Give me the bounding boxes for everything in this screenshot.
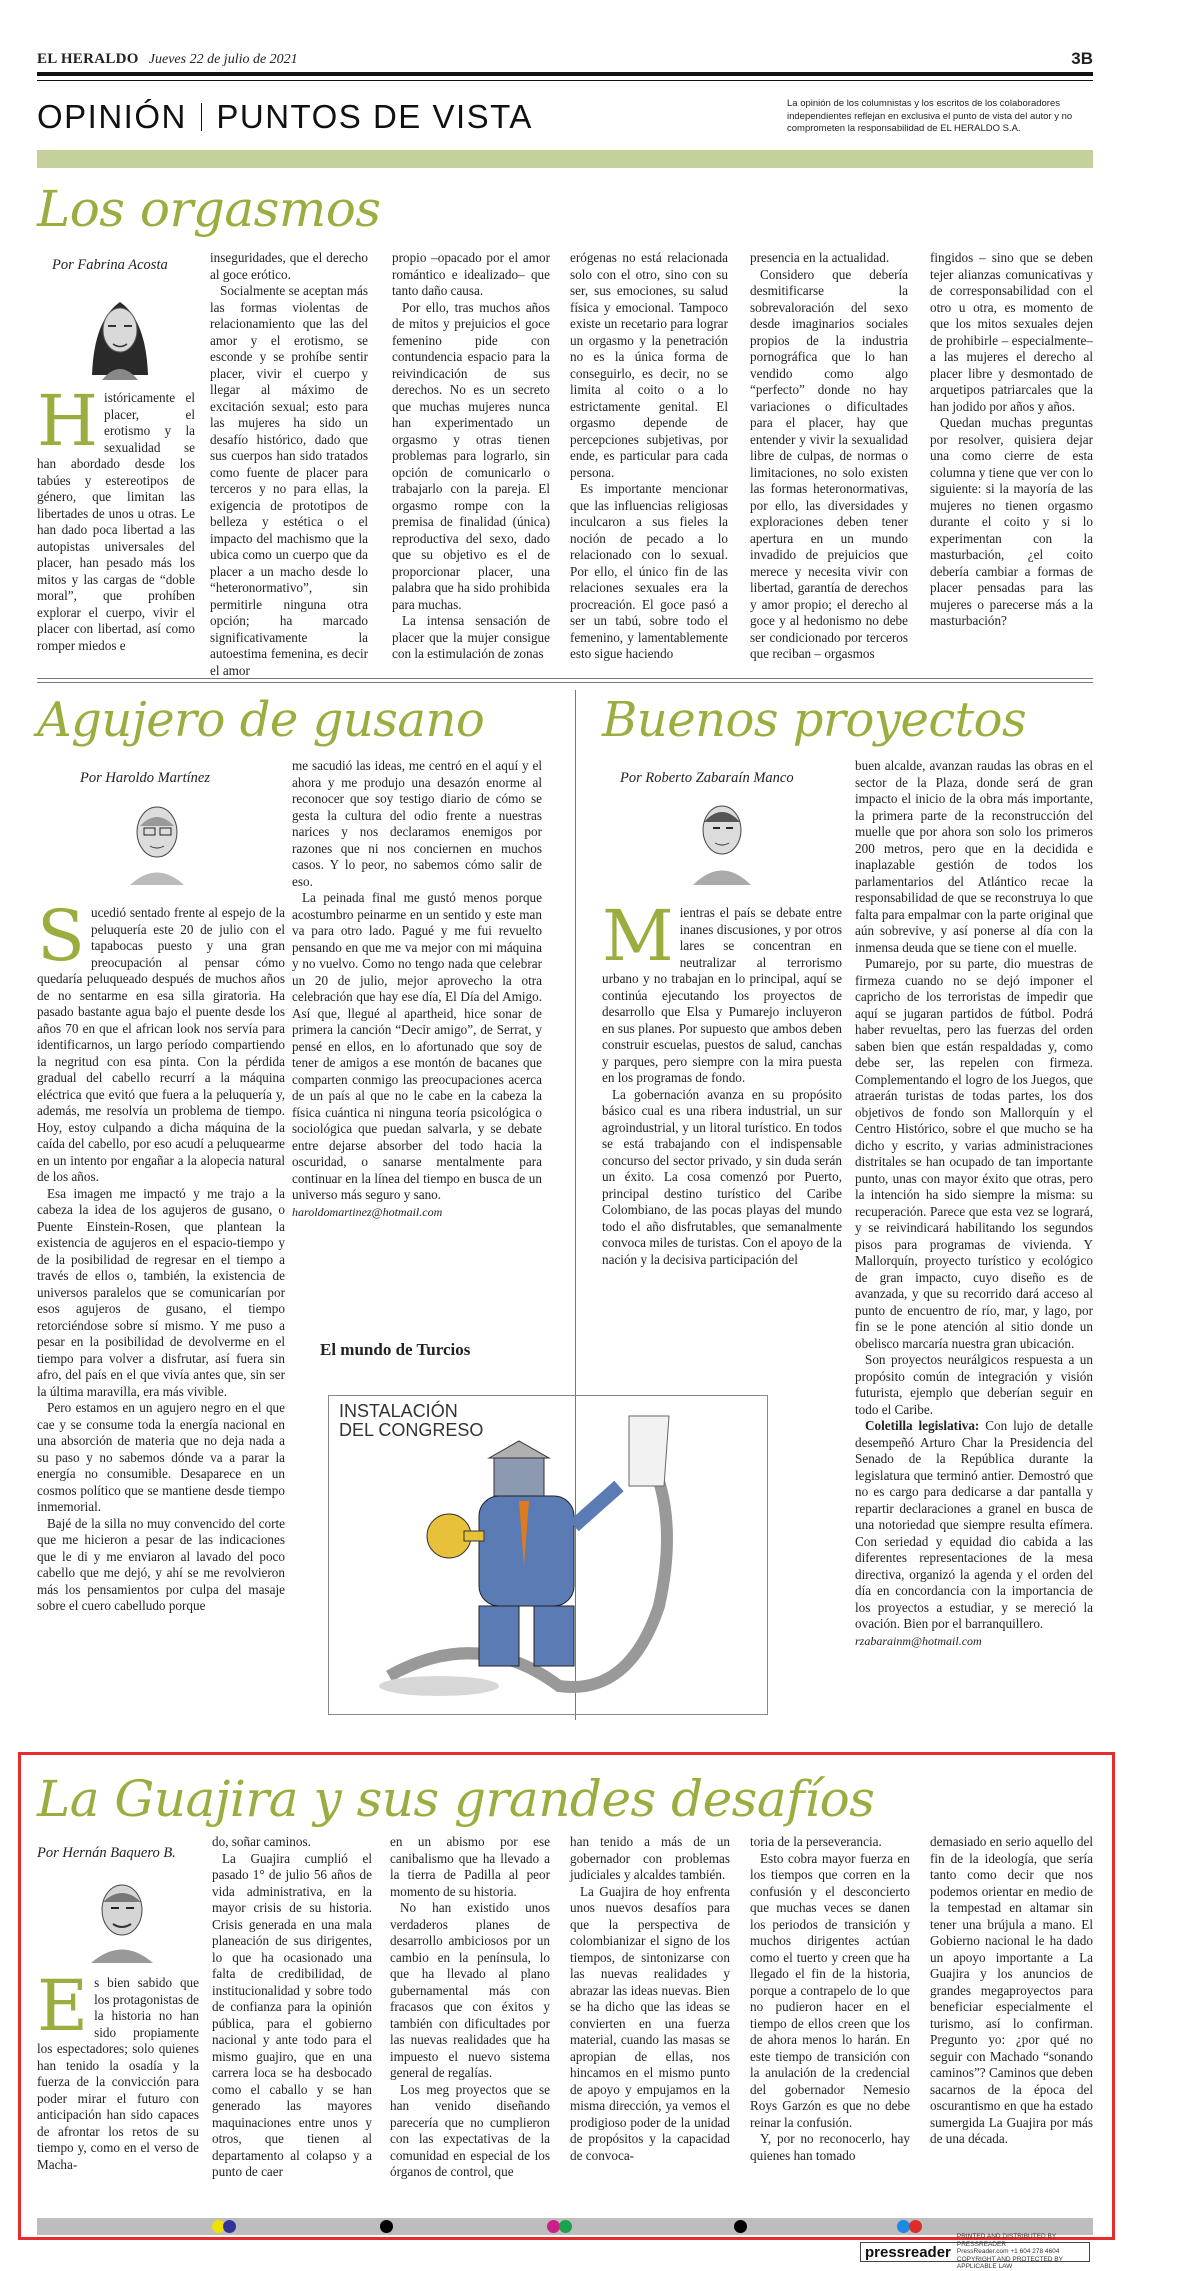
- registration-mark: [223, 2220, 236, 2233]
- byline: Por Roberto Zabaraín Manco: [620, 770, 794, 786]
- article-column: Históricamente el placer, el erotismo y la sexualidad se han abordado desde los tabúes y estereotipos de género, que limitan las libertades de unos u otras. Le han dado poca libertad a las autopistas universales del placer, han pesado más los mitos y las cargas de “doble moral”, que prohíben explorar el cuerpo, vivir el placer con libertad, así como romper miedos e: [37, 380, 195, 653]
- article-column: inseguridades, que el derecho al goce erótico. Socialmente se aceptan más las formas violentas de relacionamiento que las del amor y el erotismo, se esconde y se prohíbe sentir placer, vivir el cuerpo y llegar al máximo de excitación sexual; esto para las mujeres ha sido un desafío histórico, dado que sus cuerpos han sido tratados como fuente de placer para terceros y no para ellas, la exigencia de prototipos de belleza y estética o el impacto del machismo que la ubica como un cuerpo que da placer a un macho desde lo “heteronormativo”, sin permitirle ninguna otra opción; ha marcado significativamente la autoestima femenina, es decir el amor: [210, 250, 368, 678]
- author-email: haroldomartinez@hotmail.com: [292, 1204, 443, 1219]
- article-column: en un abismo por ese canibalismo que ha llevado a la tierra de Padilla al peor momento de su historia. No han existido unos verdaderos planes de desarrollo ambiciosos por un cambio en la península, lo que ha llevado al plano gubernamental más con fracasos que con éxitos y también con dificultades por las nuevas realidades que ha impuesto el nuevo sistema general de regalías. Los meg proyectos que se han venido diseñando parecería que no cumplieron con las expectativas de la comunidad en especial de los órganos de control, que: [390, 1834, 550, 2179]
- section-bar: [37, 150, 1093, 168]
- article-column: toria de la perseverancia. Esto cobra mayor fuerza en los tiempos que corren en la confusión y el desconcierto que muchas veces se danen los periodos de transición y muchos dirigentes actúan como el tuerto y creen que ha llegado el fin de la historia, porque a contrapelo de lo que no pudieron hacer en el tiempo de ellos creen que los de ahora menos lo harán. En este tiempo de transición con la anulación de la credencial del gobernador Nemesio Roys Garzón es que no debe reinar la confusión. Y, por no reconocerlo, hay quienes han tomado: [750, 1834, 910, 2163]
- issue-date: Jueves 22 de julio de 2021: [148, 52, 298, 67]
- registration-mark: [909, 2220, 922, 2233]
- divider: [37, 678, 1093, 679]
- drop-cap: H: [37, 380, 99, 462]
- article-title: Buenos proyectos: [602, 692, 1027, 748]
- newspaper-name: EL HERALDO: [37, 51, 139, 67]
- print-color-bar: [37, 2218, 1093, 2235]
- header-rule-thin: [37, 80, 1093, 81]
- header-rule: [37, 72, 1093, 76]
- article-column: do, soñar caminos. La Guajira cumplió el pasado 1° de julio 56 años de vida administrativa, en la mayor crisis de su historia. Crisis generada en una mala planeación de sus dirigentes, lo que ha ocasionado una falta de credibilidad, de institucionalidad y sobre todo de confianza para la opinión pública, para el gobierno nacional y ante todo para el mismo guajiro, que en una carrera loca se ha desbocado como el caballo y se han generado las mayores maquinaciones entre unos y otros, que tienen al departamento al colapso y a punto de caer: [212, 1834, 372, 2179]
- drop-cap: E: [37, 1965, 89, 2047]
- cartoon-caption: INSTALACIÓN DEL CONGRESO: [339, 1401, 484, 1440]
- registration-mark: [559, 2220, 572, 2233]
- byline: Por Haroldo Martínez: [80, 770, 210, 786]
- article-column: demasiado en serio aquello del fin de la ideología, que sería tanto como decir que nos podemos orientar en medio de la tempestad en altamar sin tener una brújula a mano. El Gobierno nacional le ha dado un apoyo importante a La Guajira y los anuncios de grandes megaproyectos para beneficiar especialmente el turismo, así lo confirman. Pregunto yo: ¿por qué no seguir con Machado “sonando caminos”? Caminos que deben sacarnos de la época del oscurantismo en que ha estado sumergida La Guajira por más de una década.: [930, 1834, 1093, 2146]
- cartoon-heading: El mundo de Turcios: [320, 1340, 471, 1359]
- article-column: presencia en la actualidad. Considero que debería desmitificarse la sobrevaloración del sexo desde imaginarios sociales propios de la industria pornográfica que lo han vendido como algo “perfecto” donde no hay variaciones o dificultades para el placer, hay que entender y vivir la sexualidad libre de culpas, de normas o limitaciones, no solo existen las formas heteronormativas, por ello, las diversidades y exploraciones deben tener apertura en un mundo invadido de prejuicios que merece y necesita vivir con libertad, garantía de derechos y amor propio; el derecho al goce y al hedonismo no debe ser condicionado por terceros que reciban – orgasmos: [750, 250, 908, 661]
- article-title: Agujero de gusano: [37, 692, 485, 748]
- article-column: me sacudió las ideas, me centró en el aquí y el ahora y me produjo una desazón enorme al reconocer que soy testigo diario de cómo se gesta la cultura del odio frente a nuestras narices y nos declaramos enemigos por razones que ni nos conciernen en muchos casos. Y lo peor, no sabemos cómo salir de eso. La peinada final me gustó menos porque acostumbro peinarme en un sentido y este man va para otro lado. Pagué y me fui revuelto pensando en que me va mejor con mi máquina y no vuelvo. Como no tengo nada que celebrar un 20 de julio, mejor aprovecho la otra celebración que hay ese día, El Día del Amigo. Así que, llegué al apartheid, hice sonar de primera la canción “Decir amigo”, de Serrat, y pensé en ellos, en lo afortunado que soy de tener de amigos a ese montón de bacanes que comparten conmigo las preocupaciones acerca de un país al que no le cabe en la cabeza la física cuántica ni ninguna teoría psicológica o sociológica que puedan salvarla, y se debate entre dejarse absorber del todo hacia la oscuridad, o sanarse mentalmente para continuar en la línea del tiempo en busca de un universo más seguro y sano. haroldomartinez@hotmail.com: [292, 758, 542, 1219]
- drop-cap: S: [37, 895, 85, 977]
- page-number: 3B: [1071, 49, 1093, 68]
- author-photo: [85, 1868, 160, 1963]
- drop-cap: M: [602, 895, 674, 977]
- registration-mark: [380, 2220, 393, 2233]
- article-title: Los orgasmos: [37, 180, 381, 238]
- article-column: fingidos – sino que se deben tejer alianzas comunicativas y de corresponsabilidad con el otro u otra, es momento de que los mitos sexuales dejen de prohibirle – especialmente– a las mujeres el derecho al placer libre y desmontado de arquetipos patriarcales que la han jodido por años y años. Quedan muchas preguntas por resolver, quisiera dejar una como cierre de esta columna y tiene que ver con lo siguiente: si la mayoría de las mujeres no tienen orgasmo durante el coito y si lo experimentan con la masturbación, ¿el coito debería cambiar a formas de placer pensadas para las mujeres o parecerse más a la masturbación?: [930, 250, 1093, 628]
- byline: Por Hernán Baquero B.: [37, 1845, 176, 1861]
- article-column: Mientras el país se debate entre inanes discusiones, y por otros lares se concentran en neutralizar al terrorismo urbano y no trabajan en lo principal, aquí se continúa ejecutando los proyectos de desarrollo que Elsa y Pumarejo incluyeron en sus planes. Por supuesto que ambos deben construir escuelas, puestos de salud, canchas y parques, pero siempre con la mira puesta en los programas de fondo. La gobernación avanza en su propósito básico cual es una ribera industrial, un sur agroindustrial, y un litoral turístico. En todos se está trabajando con el indispensable concurso del sector privado, y sin duda serán un éxito. La cosa comenzó por Puerto, principal destino turístico del Caribe Colombiano, de las pocas playas del mundo todo el año disfrutables, que semanalmente convoca miles de turistas. Con el apoyo de la nación y la decisiva participación del: [602, 895, 842, 1267]
- byline: Por Fabrina Acosta: [52, 257, 168, 273]
- author-email: rzabarainm@hotmail.com: [855, 1633, 982, 1648]
- article-column: erógenas no está relacionada solo con el otro, sino con su ser, sus emociones, su salud física y emocional. Tampoco existe un recetario para lograr un orgasmo y la penetración no es la única forma de conseguirlo, es decir, no se limita al coito o a lo estrictamente genital. El orgasmo depende de percepciones subjetivas, por ende, es particular para cada persona. Es importante mencionar que las influencias religiosas inculcaron a sus fieles la noción de pecado a lo relacionado con lo sexual. Por ello, el único fin de las relaciones sexuales era la procreación. El goce pasó a ser un tabú, sobre todo el femenino, y lamentablemente esto sigue haciendo: [570, 250, 728, 661]
- divider: [37, 682, 1093, 683]
- pressreader-badge: [860, 2233, 1090, 2271]
- article-title: La Guajira y sus grandes desafíos: [37, 1770, 875, 1828]
- cartoon-image: [328, 1395, 768, 1715]
- author-photo: [120, 790, 195, 885]
- author-photo: [80, 280, 160, 380]
- article-column: buen alcalde, avanzan raudas las obras en el sector de la Plaza, donde será de gran impacto el inicio de la obra más importante, la primera parte de la reconstrucción del muelle que por ahora son solo los primeros 200 metros, pero que en la decidida e inaplazable gestión de todos los parlamentarios del Atlántico recae la responsabilidad de que se reconstruya lo que falta para empalmar con la parte original que aún sobrevive, y así ponerse al día con la inmensa deuda que se tiene con el muelle. Pumarejo, por su parte, dio muestras de firmeza cuando no se dejó imponer el capricho de los terroristas de impedir que aquí se jugaran partidos de fútbol. Podrá haber revueltas, pero las fuerzas del orden saben bien que están respaldadas y, como debe ser, las repelen con firmeza. Complementando el logro de los Juegos, que atraerán turistas de todas partes, los dos objetivos de fondo son Mallorquín y el Centro Histórico, sobre el que mucho se ha dicho y escrito, y varias administraciones distritales se han ocupado de tan importante punto, unas con mayor éxito que otras, pero la intención ha sido siempre la misma: su recuperación. Parece que esta vez se logrará, y se reivindicará habilitando los segundos pisos para programas de vivienda. Y Mallorquín, proyecto turístico y ecológico de gran impacto, cuyo diseño es de avanzada, y que su recorrido dará acceso al punto de encuentro de río, mar, y lago, por fin se le pone atención al sitio donde un obelisco marcaría nuestra gran ubicación. Son proyectos neurálgicos respuesta a un propósito común de integración y visión futurista, ejemplo que deberían seguir en todo el Caribe. Coletilla legislativa: Con lujo de detalle desempeñó Arturo Char la Presidencia del Senado de la República durante la legislatura que terminó antier. Demostró que no es cargo para dedicarse a dar pantalla y repartir declaraciones a granel en busca de una notoriedad que siempre resulta efímera. Con seriedad y equidad dio cabida a las diferentes representaciones de la mesa directiva, organizó la agenda y el orden del día en concordancia con la importancia de los proyectos a estudiar, y se mereció la ovación. Bien por el barranquillero. rzabarainm@hotmail.com: [855, 758, 1094, 1648]
- article-column: han tenido a más de un gobernador con problemas judiciales y alcaldes también. La Guajira de hoy enfrenta unos nuevos desafíos para que la perspectiva de colombianizar el signo de los tiempos, de sintonizarse con las nuevas realidades y abrazar las ideas nuevas. Bien se ha dicho que las ideas se convierten en una fuerza material, cuando las masas se apropian de ellas, nos hincamos en el mismo punto de apoyo y empujamos en la misma dirección, ya vemos el prodigioso poder de la unidad de propósitos y la capacidad de convoca-: [570, 1834, 730, 2163]
- article-column: Es bien sabido que los protagonistas de la historia no han sido propiamente los espectadores; solo quienes han tenido la osadía y la fuerza de la convicción para poder mirar el futuro con anticipación han sido capaces de afrontar los retos de su tiempo y, como en el verso de Macha-: [37, 1965, 199, 2172]
- masthead: [37, 50, 298, 68]
- pressreader-notice: PRINTED AND DISTRIBUTED BY PRESSREADER PressReader.com +1 604 278 4604 COPYRIGHT AND PROTECTED BY APPLICABLE LAW: [956, 2233, 1063, 2271]
- article-column: propio –opacado por el amor romántico e idealizado– que tanto daño causa. Por ello, tras muchos años de mitos y prejuicios el goce femenino pide con contundencia espacio para la reivindicación de sus derechos. No es un secreto que muchas mujeres nunca han experimentado un orgasmo y otras tienen problemas para lograrlo, sin opción de comunicarlo o trabajarlo con la pareja. El orgasmo rompe con la premisa de finalidad (única) reproductiva del sexo, dado que su objetivo es el de proporcionar placer, una palabra que ha sido prohibida para muchas. La intensa sensación de placer que la mujer consigue con la estimulación de zonas: [392, 250, 550, 661]
- disclaimer: La opinión de los columnistas y los escritos de los colaboradores independientes reflejan en exclusiva el punto de vista del autor y no comprometen la responsabilidad de EL HERALDO S.A.: [787, 98, 1073, 134]
- pressreader-logo: pressreader: [865, 2243, 951, 2261]
- article-column: Sucedió sentado frente al espejo de la peluquería este 20 de julio con el tapabocas puesto y una gran preocupación al pensar cómo quedaría peluqueado después de muchos años de no sentarme en esa silla giratoria. Ha pasado bastante agua bajo el puente desde los años 70 en que el african look nos servía para identificarnos, un largo período compartiendo la negritud con esa pinta. Con la pérdida gradual del cabello recurrí a la máquina eléctrica que evitó que fuera a la peluquería y, además, me resolvía un problema de tiempo. Hoy, estoy culpando a dicha máquina de la caída del cabello, por eso acudí a peluquearme en un intento por engañar a la alopecia natural de los años. Esa imagen me impactó y me trajo a la cabeza la idea de los agujeros de gusano, o Puente Einstein-Rosen, que plantean la existencia de agujeros en el espacio-tiempo y de la posibilidad de regresar en el tiempo a través de ellos o, también, la existencia de universos paralelos que se comunicarían por esos agujeros de gusano, el tiempo retorciéndose sobre sí mismo. Y me puso a pesar en la posibilidad de devolverme en el tiempo para volver a disfrutar, así fuera sin afro, del país en el que vivía antes que, sin ser la última maravilla, era más vivible. Pero estamos en un agujero negro en el que cae y se consume toda la energía nacional en una absorción de materia que no deja nada a su paso y no sabemos dónde va a parar la energía no consumible. Desaparece en un cosmos político que se mantiene desde tiempo inmemorial. Bajé de la silla no muy convencido del corte que me hicieron a pesar de las indicaciones que le di y me enviaron al lavado del poco cabello que me dejó, y ahí se me revolvieron más los pensamientos por culpa del masaje sobre el cuero cabelludo porque: [37, 895, 285, 1613]
- registration-mark: [734, 2220, 747, 2233]
- section-title: OPINIÓN PUNTOS DE VISTA: [37, 98, 533, 135]
- author-photo: [685, 790, 760, 885]
